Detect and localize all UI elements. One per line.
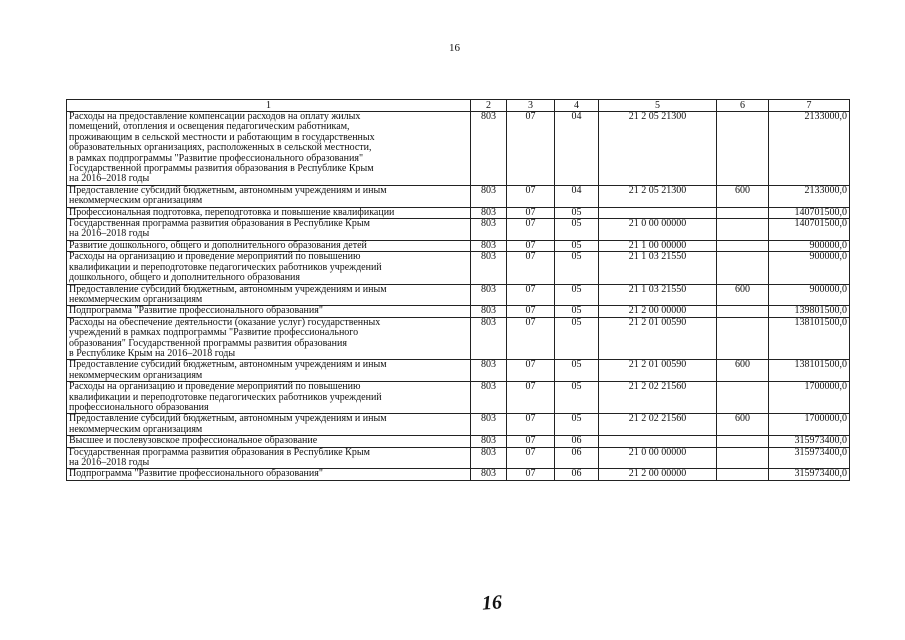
table-row (67, 317, 850, 360)
header-cell: 5 (599, 100, 717, 112)
subsection-cell: 05 (555, 219, 599, 241)
section-cell: 07 (507, 360, 555, 382)
target-article-cell: 21 2 02 21560 (599, 382, 717, 414)
admin-code-cell: 803 (471, 219, 507, 241)
amount-cell: 315973400,0 (769, 469, 850, 480)
subsection-cell: 05 (555, 306, 599, 317)
target-article-cell: 21 2 05 21300 (599, 185, 717, 207)
subsection-cell: 04 (555, 185, 599, 207)
subsection-cell: 04 (555, 112, 599, 186)
subsection-cell: 05 (555, 240, 599, 251)
table-row (67, 219, 850, 241)
expense-type-cell (717, 252, 769, 284)
name-cell: Государственная программа развития образования в Республике Крым на 2016–2018 годы (67, 447, 471, 469)
admin-code-cell: 803 (471, 317, 507, 360)
amount-cell: 1700000,0 (769, 414, 850, 436)
section-cell: 07 (507, 436, 555, 447)
amount-cell: 138101500,0 (769, 360, 850, 382)
admin-code-cell: 803 (471, 185, 507, 207)
table-row (67, 207, 850, 218)
subsection-cell: 06 (555, 447, 599, 469)
section-cell: 07 (507, 284, 555, 306)
name-cell: Предоставление субсидий бюджетным, автономным учреждениям и иным некоммерческим организациям (67, 185, 471, 207)
table-row (67, 382, 850, 414)
header-cell: 6 (717, 100, 769, 112)
amount-cell: 140701500,0 (769, 207, 850, 218)
admin-code-cell: 803 (471, 436, 507, 447)
table-row (67, 414, 850, 436)
table-row (67, 447, 850, 469)
table-row (67, 252, 850, 284)
subsection-cell: 06 (555, 469, 599, 480)
expense-type-cell (717, 436, 769, 447)
amount-cell: 900000,0 (769, 284, 850, 306)
admin-code-cell: 803 (471, 306, 507, 317)
header-cell: 3 (507, 100, 555, 112)
target-article-cell: 21 1 03 21550 (599, 284, 717, 306)
amount-cell: 138101500,0 (769, 317, 850, 360)
expense-type-cell (717, 447, 769, 469)
section-cell: 07 (507, 317, 555, 360)
header-cell: 7 (769, 100, 850, 112)
name-cell: Расходы на организацию и проведение мероприятий по повышению квалификации и переподготовке педагогических работников учреждений дошкольного, общего и дополнительного образования (67, 252, 471, 284)
section-cell: 07 (507, 469, 555, 480)
name-cell: Подпрограмма "Развитие профессионального образования" (67, 306, 471, 317)
section-cell: 07 (507, 240, 555, 251)
expense-type-cell (717, 112, 769, 186)
target-article-cell: 21 2 01 00590 (599, 317, 717, 360)
section-cell: 07 (507, 219, 555, 241)
table-row (67, 240, 850, 251)
section-cell: 07 (507, 185, 555, 207)
section-cell: 07 (507, 382, 555, 414)
header-cell: 2 (471, 100, 507, 112)
budget-table (66, 99, 850, 481)
expense-type-cell (717, 306, 769, 317)
amount-cell: 2133000,0 (769, 112, 850, 186)
table-row (67, 436, 850, 447)
name-cell: Предоставление субсидий бюджетным, автономным учреждениям и иным некоммерческим организациям (67, 414, 471, 436)
admin-code-cell: 803 (471, 240, 507, 251)
name-cell: Расходы на предоставление компенсации расходов на оплату жилых помещений, отопления и освещения педагогическим работникам, проживающим в сельской местности и работающим в государственных образовательных организациях, расположенных в сельской местности, в рамках подпрограммы "Развитие профессионального образования" Государственной программы развития образования в Республике Крым на 2016–2018 годы (67, 112, 471, 186)
name-cell: Расходы на обеспечение деятельности (оказание услуг) государственных учреждений в рамках подпрограммы "Развитие профессионального образования" Государственной программы развития образования в Республике Крым на 2016–2018 годы (67, 317, 471, 360)
amount-cell: 140701500,0 (769, 219, 850, 241)
admin-code-cell: 803 (471, 382, 507, 414)
header-cell: 4 (555, 100, 599, 112)
amount-cell: 1700000,0 (769, 382, 850, 414)
subsection-cell: 05 (555, 317, 599, 360)
subsection-cell: 05 (555, 284, 599, 306)
subsection-cell: 05 (555, 414, 599, 436)
target-article-cell: 21 1 00 00000 (599, 240, 717, 251)
section-cell: 07 (507, 447, 555, 469)
expense-type-cell (717, 240, 769, 251)
target-article-cell (599, 207, 717, 218)
section-cell: 07 (507, 252, 555, 284)
target-article-cell: 21 2 02 21560 (599, 414, 717, 436)
amount-cell: 900000,0 (769, 240, 850, 251)
subsection-cell: 06 (555, 436, 599, 447)
table-row (67, 112, 850, 186)
name-cell: Развитие дошкольного, общего и дополнительного образования детей (67, 240, 471, 251)
table-row (67, 469, 850, 480)
name-cell: Профессиональная подготовка, переподготовка и повышение квалификации (67, 207, 471, 218)
target-article-cell: 21 2 00 00000 (599, 469, 717, 480)
amount-cell: 2133000,0 (769, 185, 850, 207)
name-cell: Предоставление субсидий бюджетным, автономным учреждениям и иным некоммерческим организациям (67, 284, 471, 306)
target-article-cell: 21 0 00 00000 (599, 447, 717, 469)
expense-type-cell (717, 469, 769, 480)
expense-type-cell (717, 219, 769, 241)
admin-code-cell: 803 (471, 414, 507, 436)
admin-code-cell: 803 (471, 207, 507, 218)
admin-code-cell: 803 (471, 469, 507, 480)
name-cell: Расходы на организацию и проведение мероприятий по повышению квалификации и переподготовке педагогических работников учреждений профессионального образования (67, 382, 471, 414)
page-number: 16 (449, 42, 460, 54)
table-header-row (67, 100, 850, 112)
section-cell: 07 (507, 414, 555, 436)
amount-cell: 900000,0 (769, 252, 850, 284)
amount-cell: 315973400,0 (769, 436, 850, 447)
header-cell: 1 (67, 100, 471, 112)
admin-code-cell: 803 (471, 447, 507, 469)
expense-type-cell (717, 317, 769, 360)
section-cell: 07 (507, 112, 555, 186)
target-article-cell: 21 1 03 21550 (599, 252, 717, 284)
amount-cell: 139801500,0 (769, 306, 850, 317)
expense-type-cell (717, 207, 769, 218)
amount-cell: 315973400,0 (769, 447, 850, 469)
expense-type-cell: 600 (717, 185, 769, 207)
name-cell: Государственная программа развития образования в Республике Крым на 2016–2018 годы (67, 219, 471, 241)
table-row (67, 306, 850, 317)
target-article-cell (599, 436, 717, 447)
admin-code-cell: 803 (471, 112, 507, 186)
name-cell: Высшее и послевузовское профессиональное образование (67, 436, 471, 447)
admin-code-cell: 803 (471, 284, 507, 306)
expense-type-cell: 600 (717, 360, 769, 382)
target-article-cell: 21 2 00 00000 (599, 306, 717, 317)
subsection-cell: 05 (555, 207, 599, 218)
section-cell: 07 (507, 306, 555, 317)
name-cell: Предоставление субсидий бюджетным, автономным учреждениям и иным некоммерческим организациям (67, 360, 471, 382)
subsection-cell: 05 (555, 360, 599, 382)
expense-type-cell (717, 382, 769, 414)
target-article-cell: 21 2 05 21300 (599, 112, 717, 186)
table-row (67, 185, 850, 207)
admin-code-cell: 803 (471, 360, 507, 382)
target-article-cell: 21 2 01 00590 (599, 360, 717, 382)
expense-type-cell: 600 (717, 414, 769, 436)
table-row (67, 284, 850, 306)
admin-code-cell: 803 (471, 252, 507, 284)
name-cell: Подпрограмма "Развитие профессионального образования" (67, 469, 471, 480)
handwritten-page-mark: 16 (481, 591, 503, 615)
expense-type-cell: 600 (717, 284, 769, 306)
subsection-cell: 05 (555, 252, 599, 284)
section-cell: 07 (507, 207, 555, 218)
table-row (67, 360, 850, 382)
target-article-cell: 21 0 00 00000 (599, 219, 717, 241)
subsection-cell: 05 (555, 382, 599, 414)
